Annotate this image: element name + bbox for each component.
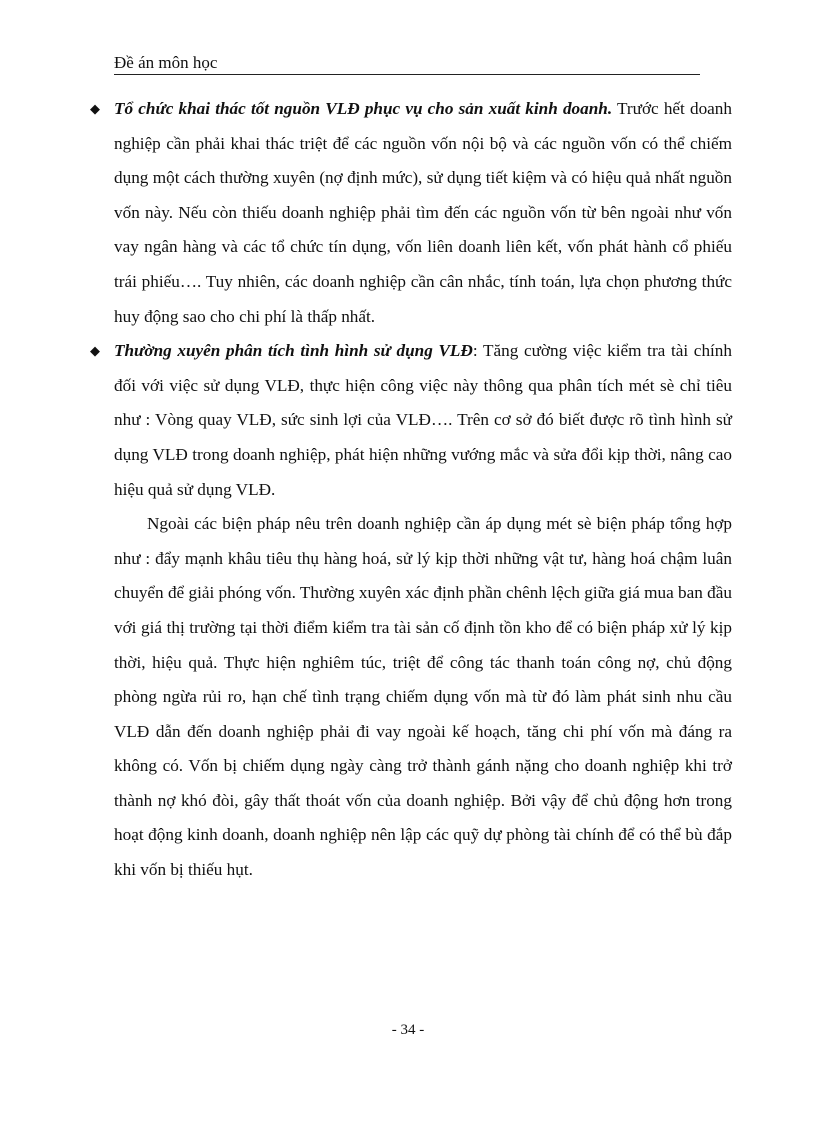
document-body — [90, 92, 732, 905]
diamond-bullet-icon: ◆ — [90, 343, 100, 359]
bullet-text — [114, 334, 732, 507]
body-paragraph: Ngoài các biện pháp nêu trên doanh nghiệp cần áp dụng mét sè biện pháp tổng hợp như : đẩy mạnh khâu tiêu thụ hàng hoá, sử lý kịp thời những vật tư, hàng hoá chậm luân chuyển để giải phóng vốn. Thường xuyên xác định phần chênh lệch giữa giá mua ban đầu với giá thị trường tại thời điểm kiểm tra tài sản cố định tồn kho để có biện pháp xử lý kịp thời, hiệu quả. Thực hiện nghiêm túc, triệt để công tác thanh toán công nợ, chủ động phòng ngừa rủi ro, hạn chế tình trạng chiếm dụng vốn mà từ đó làm phát sinh nhu cầu VLĐ dẫn đến doanh nghiệp phải đi vay ngoài kế hoạch, tăng chi phí vốn mà đáng ra không có. Vốn bị chiếm dụng ngày càng trở thành gánh nặng cho doanh nghiệp khi trở thành nợ khó đòi, gây thất thoát vốn của doanh nghiệp. Bởi vậy để chủ động hơn trong hoạt động kinh doanh, doanh nghiệp nên lập các quỹ dự phòng tài chính để có thể bù đắp khi vốn bị thiếu hụt. — [114, 514, 732, 880]
bullet-item — [90, 334, 732, 507]
bullet-text — [114, 92, 732, 334]
bullet-item — [90, 92, 732, 334]
bullet-lead: Thường xuyên phân tích tình hình sử dụng VLĐ — [114, 341, 473, 361]
bullet-body: Trước hết doanh nghiệp cần phải khai thác triệt để các nguồn vốn nội bộ và các nguồn vốn có thể chiếm dụng một cách thường xuyên (nợ định mức), sử dụng tiết kiệm và có hiệu quả nhất nguồn vốn này. Nếu còn thiếu doanh nghiệp phải tìm đến các nguồn vốn từ bên ngoài như vốn vay ngân hàng và các tổ chức tín dụng, vốn liên doanh liên kết, vốn phát hành cổ phiếu trái phiếu…. Tuy nhiên, các doanh nghiệp cần cân nhắc, tính toán, lựa chọn phương thức huy động sao cho chi phí là thấp nhất. — [114, 99, 732, 326]
header-title: Đề án môn học — [114, 53, 218, 72]
page-header — [114, 52, 700, 75]
diamond-bullet-icon: ◆ — [90, 101, 100, 116]
bullet-body: : Tăng cường việc kiểm tra tài chính đối với việc sử dụng VLĐ, thực hiện công việc này thông qua phân tích mét sè chỉ tiêu như : Vòng quay VLĐ, sức sinh lợi của VLĐ…. Trên cơ sở đó biết được rõ tình hình sử dụng VLĐ trong doanh nghiệp, phát hiện những vướng mắc và sửa đổi kịp thời, nâng cao hiệu quả sử dụng VLĐ. — [114, 341, 732, 499]
page-number: - 34 - — [391, 1022, 425, 1038]
bullet-lead: Tổ chức khai thác tốt nguồn VLĐ phục vụ cho sản xuất kinh doanh. — [114, 99, 613, 118]
